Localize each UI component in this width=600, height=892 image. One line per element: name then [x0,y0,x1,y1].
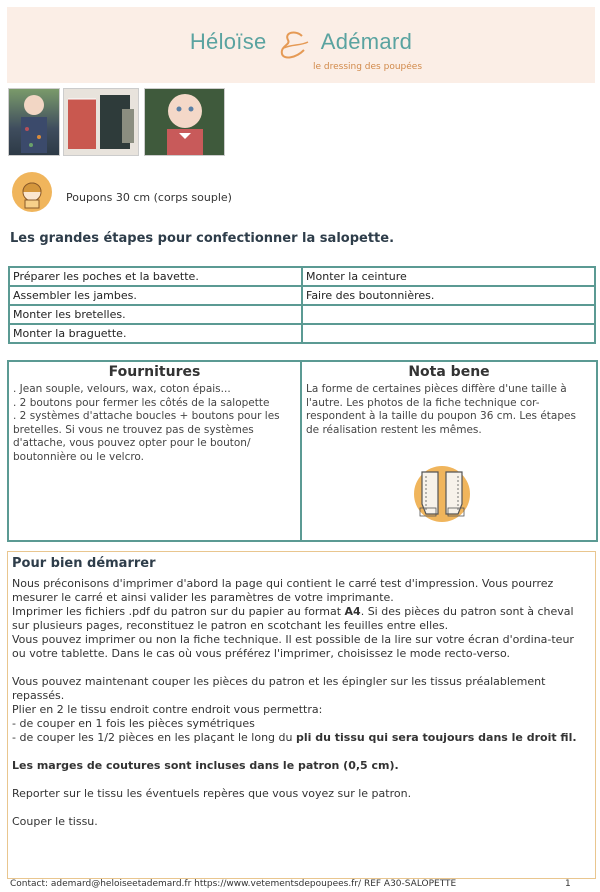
getting-started-title: Pour bien démarrer [12,556,156,571]
paragraph: - de couper les 1/2 pièces en les plaçant le long du pli du tissu qui sera toujours dans le droit fil. [12,731,577,744]
photo-doll-portrait [144,88,225,156]
getting-started-box [7,551,596,879]
brand-name-right: Adémard [320,29,413,54]
steps-table [8,266,596,344]
paragraph: Reporter sur le tissu les éventuels repères que vous voyez sur le patron. [12,787,412,800]
table-row [9,324,595,343]
supplies-text [9,380,300,467]
nota-bene-text: La forme de certaines pièces diffère d'une taille à l'autre. Les photos de la fiche technique cor-respondent à la taille du poupon 36 cm. Les étapes de réalisation restent les mêmes. [306,383,576,436]
paragraph: - de couper en 1 fois les pièces symétriques [12,717,255,730]
paragraph: Couper le tissu. [12,815,98,828]
table-cell: Monter la braguette. [9,324,302,343]
table-row [9,267,595,286]
supplies-line: . Jean souple, velours, wax, coton épais... [13,383,231,395]
page-number: 1 [565,879,571,889]
photo-overalls-pair [63,88,139,156]
header-banner [7,7,595,83]
paragraph: Imprimer les fichiers .pdf du patron sur du papier au format A4. Si des pièces du patron sont à cheval sur plusieurs pages, reconstituez le patron en scotchant les feuilles entre elles. [12,605,574,632]
photo-doll-outfit [8,88,60,156]
paragraph: Vous pouvez maintenant couper les pièces du patron et les épingler sur les tissus préalablement repassés. [12,675,546,702]
table-row [9,286,595,305]
table-cell [302,324,595,343]
supplies-box [7,360,302,542]
paragraph: Vous pouvez imprimer ou non la fiche technique. Il est possible de la lire sur votre écran d'ordina-teur ou votre tablette. Dans le cas où vous préférez l'imprimer, choisissez le mode recto-verso. [12,633,574,660]
paragraph: Plier en 2 le tissu endroit contre endroit vous permettra: [12,703,323,716]
ampersand-logo-icon [274,30,314,60]
supplies-line: . 2 boutons pour fermer les côtés de la salopette [13,396,270,409]
paragraph: Nous préconisons d'imprimer d'abord la page qui contient le carré test d'impression. Vous pourrez mesurer le carré et ainsi valider les paramètres de votre imprimante. [12,577,554,604]
table-cell: Monter la ceinture [302,267,595,286]
pattern-pieces-icon [412,464,472,524]
page-title: Les grandes étapes pour confectionner la salopette. [10,231,395,246]
table-cell: Assembler les jambes. [9,286,302,305]
nota-bene-title: Nota bene [408,364,490,380]
supplies-line: . 2 systèmes d'attache boucles + boutons pour les bretelles. Si vous ne trouvez pas de systèmes d'attache, vous pouvez opter pour le bouton/ boutonnière ou le velcro. [13,410,280,463]
doll-size-label: Poupons 30 cm (corps souple) [66,191,232,204]
getting-started-body [12,577,591,829]
table-cell [302,305,595,324]
table-cell: Faire des boutonnières. [302,286,595,305]
supplies-title: Fournitures [108,364,201,380]
table-row [9,305,595,324]
brand-name-left: Héloïse [189,29,267,54]
doll-face-icon [12,172,52,212]
brand-logo [7,29,595,60]
brand-tagline: le dressing des poupées [313,62,423,72]
paragraph: Les marges de coutures sont incluses dans le patron (0,5 cm). [12,759,399,772]
footer-contact: Contact: ademard@heloiseetademard.fr https://www.vetementsdepoupees.fr/ REF A30-SALOPETTE [10,879,457,889]
table-cell: Monter les bretelles. [9,305,302,324]
nota-bene-box [300,360,598,542]
table-cell: Préparer les poches et la bavette. [9,267,302,286]
